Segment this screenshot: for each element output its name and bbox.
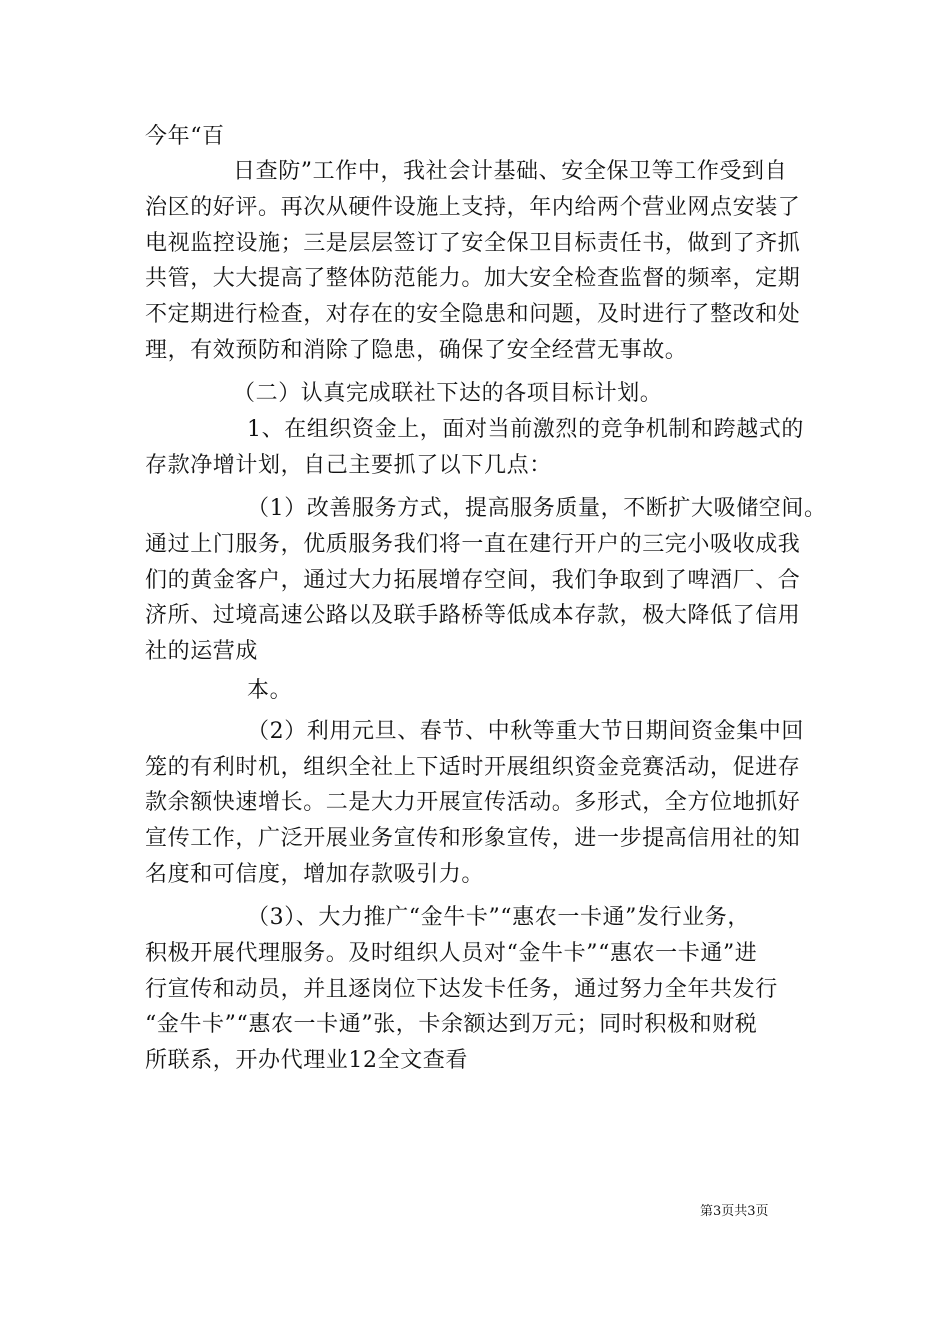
text-line: 们的黄金客户，通过大力拓展增存空间，我们争取到了啤酒厂、合 xyxy=(145,568,801,593)
text-line: （3）、大力推广“金牛卡”“惠农一卡通”发行业务， xyxy=(247,905,750,930)
text-line: 理，有效预防和消除了隐患，确保了安全经营无事故。 xyxy=(145,338,688,363)
text-line: 积极开展代理服务。及时组织人员对“金牛卡”“惠农一卡通”进 xyxy=(145,941,758,966)
text-line: 通过上门服务，优质服务我们将一直在建行开户的三完小吸收成我 xyxy=(145,532,801,557)
text-line: 电视监控设施；三是层层签订了安全保卫目标责任书，做到了齐抓 xyxy=(145,231,801,256)
text-line: （1）改善服务方式，提高服务质量，不断扩大吸储空间。 xyxy=(247,496,827,521)
text-line: “金牛卡”“惠农一卡通”张，卡余额达到万元；同时积极和财税 xyxy=(145,1012,758,1037)
text-line: 存款净增计划，自己主要抓了以下几点： xyxy=(145,453,552,478)
text-line: 所联系，开办代理业12全文查看 xyxy=(145,1048,468,1073)
text-line: 共管，大大提高了整体防范能力。加大安全检查监督的频率，定期 xyxy=(145,266,801,291)
text-line: 社的运营成 xyxy=(145,639,259,664)
text-line: 1、在组织资金上，面对当前激烈的竞争机制和跨越式的 xyxy=(247,417,804,442)
text-line: 今年“百 xyxy=(145,124,225,149)
text-line: 不定期进行检查，对存在的安全隐患和问题，及时进行了整改和处 xyxy=(145,302,801,327)
text-line: 名度和可信度，增加存款吸引力。 xyxy=(145,862,485,887)
text-line: 治区的好评。再次从硬件设施上支持，年内给两个营业网点安装了 xyxy=(145,195,801,220)
page-number: 第3页共3页 xyxy=(700,1204,769,1219)
text-line: （二）认真完成联社下达的各项目标计划。 xyxy=(233,381,663,406)
text-line: 宣传工作，广泛开展业务宣传和形象宣传，进一步提高信用社的知 xyxy=(145,826,801,851)
text-line: 笼的有利时机，组织全社上下适时开展组织资金竞赛活动，促进存 xyxy=(145,755,801,780)
text-line: 本。 xyxy=(247,678,293,703)
text-line: 日查防”工作中，我社会计基础、安全保卫等工作受到自 xyxy=(233,159,788,184)
text-line: 济所、过境高速公路以及联手路桥等低成本存款，极大降低了信用 xyxy=(145,603,801,628)
text-line: 行宣传和动员，并且逐岗位下达发卡任务，通过努力全年共发行 xyxy=(145,977,778,1002)
text-line: （2）利用元旦、春节、中秋等重大节日期间资金集中回 xyxy=(247,719,804,744)
text-line: 款余额快速增长。二是大力开展宣传活动。多形式，全方位地抓好 xyxy=(145,790,801,815)
